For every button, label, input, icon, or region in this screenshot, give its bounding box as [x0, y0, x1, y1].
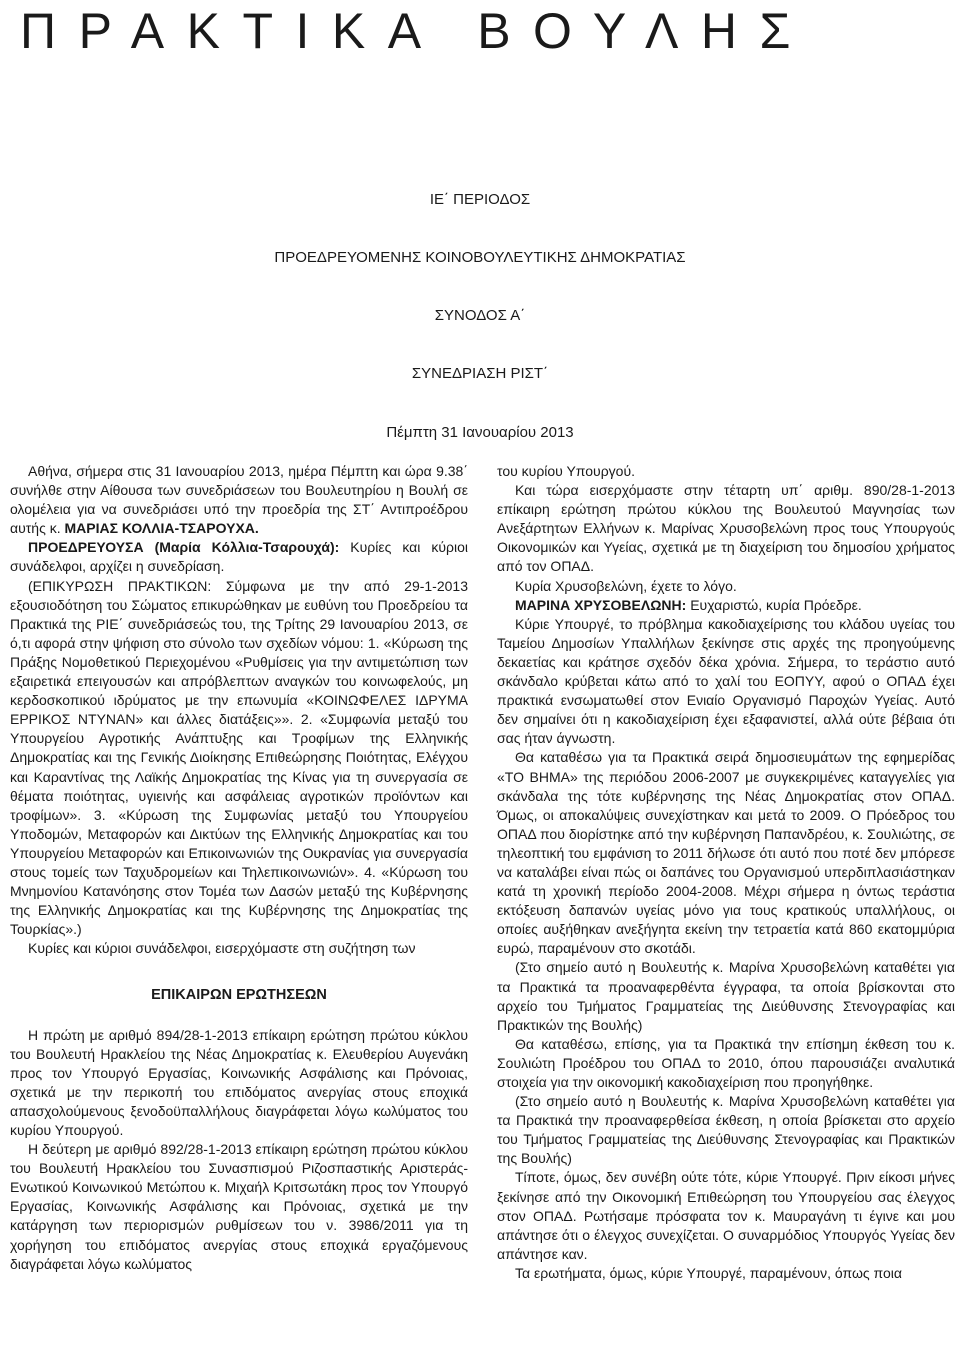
opening-text: Αθήνα, σήμερα στις 31 Ιανουαρίου 2013, ημέρα Πέμπτη και ώρα 9.38΄ συνήλθε στην Αίθουσα των συνεδριάσεων του Βουλευτηρίου η Βουλή σε ολομέλεια για να συνεδριάσει υπό την προεδρία της ΣΤ΄ Αντιπροέδρου αυτής κ. [10, 463, 468, 537]
section-title: ΕΠΙΚΑΙΡΩΝ ΕΡΩΤΗΣΕΩΝ [151, 987, 327, 1004]
opening-paragraph [10, 462, 468, 538]
speaker-thanks-paragraph [497, 596, 955, 615]
speech-paragraph-3: Θα καταθέσω, επίσης, για τα Πρακτικά την επίσημη έκθεση του κ. Σουλιώτη Προέδρου του ΟΠΑΔ το 2010, όπου παρουσιάζει αναλυτικά στοιχεία για την οικονομική κακοδιαχείριση που προηγήθηκε. [497, 1035, 955, 1090]
chair-opening-paragraph [10, 538, 468, 576]
speech-paragraph-5: Τα ερωτήματα, όμως, κύριε Υπουργέ, παραμένουν, όπως ποια [515, 1264, 902, 1281]
chair-grants-floor-paragraph: Κυρία Χρυσοβελώνη, έχετε το λόγο. [515, 577, 737, 594]
session-heading: ΣΥΝΟΔΟΣ Α΄ [434, 307, 526, 324]
speaker-label: ΜΑΡΙΝΑ ΧΡΥΣΟΒΕΛΩΝΗ: [515, 596, 687, 613]
continuation-paragraph: του κυρίου Υπουργού. [497, 463, 636, 479]
period-heading: ΙΕ΄ ΠΕΡΙΟΔΟΣ [429, 191, 531, 208]
first-question-paragraph: Η πρώτη με αριθμό 894/28-1-2013 επίκαιρη ερώτηση πρώτου κύκλου του Βουλευτή Ηρακλείου της Νέας Δημοκρατίας κ. Ελευθερίου Αυγενάκη προς τον Υπουργό Εργασίας, Κοινωνικής Ασφάλισης και Πρόνοιας, σχετικά με την περικοπή του επιδόματος ανεργίας στους εποχικά απασχολούμενους ξενοδοϋπαλλήλους διαγράφεται λόγω κωλύματος του κυρίου Υπουργού. [10, 1026, 468, 1138]
democracy-heading: ΠΡΟΕΔΡΕΥΟΜΕΝΗΣ ΚΟΙΝΟΒΟΥΛΕΥΤΙΚΗΣ ΔΗΜΟΚΡΑΤΙΑΣ [274, 249, 686, 266]
speaker-label: ΠΡΟΕΔΡΕΥΟΥΣΑ (Μαρία Κόλλια-Τσαρουχά): [28, 539, 340, 556]
second-question-paragraph: Η δεύτερη με αριθμό 892/28-1-2013 επίκαιρη ερώτηση πρώτου κύκλου του Βουλευτή Ηρακλείου του Συνασπισμού Ριζοσπαστικής Αριστεράς-Ενωτικού Κοινωνικού Μετώπου κ. Μιχαήλ Κριτσωτάκη προς τον Υπουργό Εργασίας, Κοινωνικής Ασφάλισης και Πρόνοιας, σχετικά με την κατάργηση των περιορισμών ρυθμίσεων του ν. 3986/2011 για τη χορήγηση του επιδόματος ανεργίας στους εποχικά εργαζόμενους διαγράφεται λόγω κωλύματος [10, 1141, 468, 1272]
sitting-heading: ΣΥΝΕΔΡΙΑΣΗ ΡΙΣΤ΄ [411, 365, 549, 382]
minutes-ratification-paragraph: (ΕΠΙΚΥΡΩΣΗ ΠΡΑΚΤΙΚΩΝ: Σύμφωνα με την από 29-1-2013 εξουσιοδότηση του Σώματος επικυρώθηκαν με ευθύνη του Προεδρείου τα Πρακτικά της ΡΙΕ΄ συνεδριάσεώς του, της Τρίτης 29 Ιανουαρίου 2013, σε ό,τι αφορά στην ψήφιση στο σύνολο των σχεδίων νόμου: 1. «Κύρωση της Πράξης Νομοθετικού Περιεχομένου «Ρυθμίσεις για την αντιμετώπιση των εξαιρετικά επειγουσών και απρόβλεπτων αναγκών του κοινωφελούς, μη κερδοσκοπικού ιδρύματος με την επωνυμία «ΚΟΙΝΩΦΕΛΕΣ ΙΔΡΥΜΑ ΕΡΡΙΚΟΣ ΝΤΥΝΑΝ» και άλλες διατάξεις»». 2. «Συμφωνία μεταξύ του Υπουργείου Αγροτικής Ανάπτυξης και Τροφίμων της Ελληνικής Δημοκρατίας και της Γενικής Διοίκησης Επιθεώρησης Ποιότητας, Ελέγχου και Καραντίνας της Λαϊκής Δημοκρατίας της Κίνας για τη συνεργασία σε θέματα ποιότητας, υγιεινής και ασφάλειας αγροτικών προϊόντων και τροφίμων». 3. «Κύρωση της Συμφωνίας μεταξύ του Υπουργείου Υποδομών, Μεταφορών και Δικτύων της Ελληνικής Δημοκρατίας και του Υπουργείου Μεταφορών και Επικοινωνιών της Ουκρανίας για συνεργασία στους τομείς των Ταχυδρομείων και Τηλεπικοινωνιών». 4. «Κύρωση του Μνημονίου Κατανόησης στον Τομέα των Δασών μεταξύ της Κυβέρνησης της Ελληνικής Δημοκρατίας και της Κυβέρνησης της Δημοκρατίας της Τουρκίας».) [10, 577, 468, 938]
masthead-title: ΠΡΑΚΤΙΚΑ ΒΟΥΛΗΣ [20, 3, 813, 59]
speech-paragraph-2: Θα καταθέσω για τα Πρακτικά σειρά δημοσιευμάτων της εφημερίδας «ΤΟ ΒΗΜΑ» της περιόδου 2006-2007 με συγκεκριμένες καταγγελίες για σκάνδαλα της τότε κυβέρνησης της Νέας Δημοκρατίας στον ΟΠΑΔ. Όμως, οι αποκαλύψεις συνεχίστηκαν και μετά το 2009. Ο Πρόεδρος του ΟΠΑΔ που διορίστηκε από την κυβέρνηση Παπανδρέου, κ. Σουλιώτης, σε τηλεοπτική του εμφάνιση το 2011 δήλωσε ότι αυτό που ποτέ δεν μπόρεσε να καταλάβει είναι πώς οι δαπάνες του Οργανισμού υπερδιπλασιάστηκαν κατά τη χρονική περίοδο 2004-2008. Μέχρι σήμερα η όντως τεράστια εκτόξευση δαπανών υγείας μόνο για τους κρατικούς υπαλλήλους, οι οποίες αυξήθηκαν ανεξήγητα εκείνη την τετραετία κατά 860 εκατομμύρια ευρώ, παραμένουν στο σκοτάδι. [497, 749, 955, 957]
speech-paragraph-4: Τίποτε, όμως, δεν συνέβη ούτε τότε, κύριε Υπουργέ. Πριν είκοσι μήνες ξεκίνησε από την Οικονομική Επιθεώρηση του Υπουργείου σας έλεγχος στον ΟΠΑΔ. Ρωτήσαμε πρόσφατα τον κ. Μαυραγάνη τι έγινε και μου απάντησε ότι ο έλεγχος συνεχίζεται. Ο συναρμόδιος Υπουργός Υγείας δεν απάντησε καν. [497, 1169, 955, 1262]
right-column [497, 462, 955, 1283]
speech-paragraph-1: Κύριε Υπουργέ, το πρόβλημα κακοδιαχείρισης του κλάδου υγείας του Ταμείου Δημοσίων Υπαλλήλων ξεκίνησε στις αρχές της προηγούμενης δεκαετίας και κράτησε σχεδόν δέκα χρόνια. Σήμερα, το τεράστιο αυτό σκάνδαλο κρύβεται κάτω από το χαλί του ΕΟΠΥΥ, αφού ο ΟΠΑΔ έχει πρακτικά ενσωματωθεί στον Ενιαίο Οργανισμό Παροχών Υγείας. Αυτό δεν σημαίνει ότι η κακοδιαχείριση έχει εξαφανιστεί, αλλά ούτε βέβαια ότι σας ήταν άγνωστη. [497, 615, 955, 747]
speaker-thanks-text: Ευχαριστώ, κυρία Πρόεδρε. [686, 596, 862, 613]
tabling-note-2: (Στο σημείο αυτό η Βουλευτής κ. Μαρίνα Χρυσοβελώνη καταθέτει για τα Πρακτικά την προαναφερθείσα έκθεση, η οποία βρίσκεται στο αρχείο του Τμήματος Γραμματείας της Διεύθυνσης Στενογραφίας και Πρακτικών της Βουλής) [497, 1093, 955, 1167]
chair-opening-text: Κυρίες και κύριοι συνάδελφοι, αρχίζει η συνεδρίαση. [10, 539, 468, 575]
left-column [10, 462, 468, 1274]
tabling-note-1: (Στο σημείο αυτό η Βουλευτής κ. Μαρίνα Χρυσοβελώνη καταθέτει για τα Πρακτικά τα προαναφερθέντα έγγραφα, τα οποία βρίσκονται στο αρχείο του Τμήματος Γραμματείας της Διεύθυνσης Στενογραφίας και Πρακτικών της Βουλής) [497, 959, 955, 1033]
transition-paragraph: Κυρίες και κύριοι συνάδελφοι, εισερχόμαστε στη συζήτηση των [28, 940, 416, 957]
fourth-question-paragraph: Και τώρα εισερχόμαστε στην τέταρτη υπ΄ αριθμ. 890/28-1-2013 επίκαιρη ερώτηση πρώτου κύκλου της Βουλευτού Μαγνησίας των Ανεξάρτητων Ελλήνων κ. Μαρίνας Χρυσοβελώνη προς τους Υπουργούς Οικονομικών και Υγείας, σχετικά με τη διαχείριση του δημοσίου χρήματος από τον ΟΠΑΔ. [497, 482, 955, 575]
date-heading: Πέμπτη 31 Ιανουαρίου 2013 [386, 424, 574, 441]
presiding-name: ΜΑΡΙΑΣ ΚΟΛΛΙΑ-ΤΣΑΡΟΥΧΑ. [64, 520, 259, 537]
